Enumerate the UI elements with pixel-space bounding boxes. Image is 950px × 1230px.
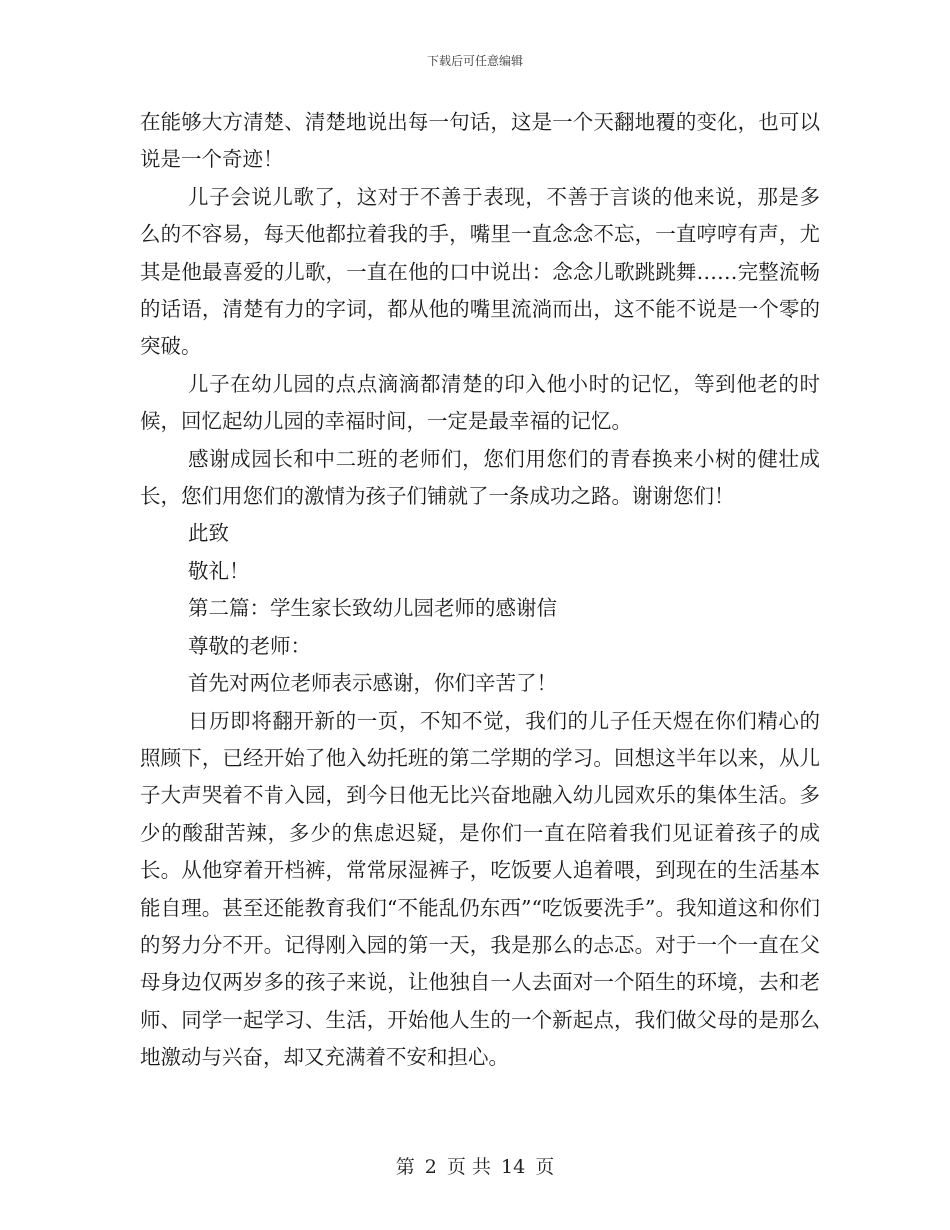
paragraph: 首先对两位老师表示感谢，你们辛苦了！: [188, 671, 557, 696]
closing-salutation: 此致: [188, 521, 229, 546]
page-header: 下载后可任意编辑: [426, 54, 523, 68]
footer-total-pages: 14: [501, 1156, 526, 1178]
closing-regards: 敬礼！: [188, 558, 250, 583]
paragraph: 儿子会说儿歌了，这对于不善于表现，不善于言谈的他来说，那是多么的不容易，每天他都拉着我的手，嘴里一直念念不忘，一直哼哼有声，尤其是他最喜爱的儿歌，一直在他的口中说出：念念儿歌跳跳舞……完整流畅的话语，清楚有力的字词，都从他的嘴里流淌而出，这不能不说是一个零的突破。: [140, 184, 820, 359]
paragraph: 日历即将翻开新的一页，不知不觉，我们的儿子任天煜在你们精心的照顾下，已经开始了他入幼托班的第二学期的学习。回想这半年以来，从儿子大声哭着不肯入园，到今日他无比兴奋地融入幼儿园欢乐的集体生活。多少的酸甜苦辣，多少的焦虑迟疑，是你们一直在陪着我们见证着孩子的成长。从他穿着开档裤，常常尿湿裤子，吃饭要人追着喂，到现在的生活基本能自理。甚至还能教育我们“不能乱仍东西”“吃饭要洗手”。我知道这和你们的努力分不开。记得刚入园的第一天，我是那么的忐忑。对于一个一直在父母身边仅两岁多的孩子来说，让他独自一人去面对一个陌生的环境，去和老师、同学一起学习、生活，开始他人生的一个新起点，我们做父母的是那么地激动与兴奋，却又充满着不安和担心。: [140, 708, 820, 1070]
section-title: 第二篇：学生家长致幼儿园老师的感谢信: [188, 596, 557, 621]
document-body: [140, 104, 820, 1077]
paragraph: 感谢成园长和中二班的老师们，您们用您们的青春换来小树的健壮成长，您们用您们的激情为孩子们铺就了一条成功之路。谢谢您们！: [140, 446, 820, 509]
footer-page-number: 2: [424, 1156, 437, 1178]
paragraph: 儿子在幼儿园的点点滴滴都清楚的印入他小时的记忆，等到他老的时候，回忆起幼儿园的幸福时间，一定是最幸福的记忆。: [140, 371, 820, 434]
paragraph: 在能够大方清楚、清楚地说出每一句话，这是一个天翻地覆的变化，也可以说是一个奇迹！: [140, 110, 820, 172]
page-footer: [0, 1152, 950, 1179]
greeting: 尊敬的老师：: [188, 633, 311, 658]
footer-prefix: 第: [395, 1156, 415, 1178]
footer-middle: 页 共: [446, 1156, 491, 1178]
footer-suffix: 页: [535, 1156, 555, 1178]
